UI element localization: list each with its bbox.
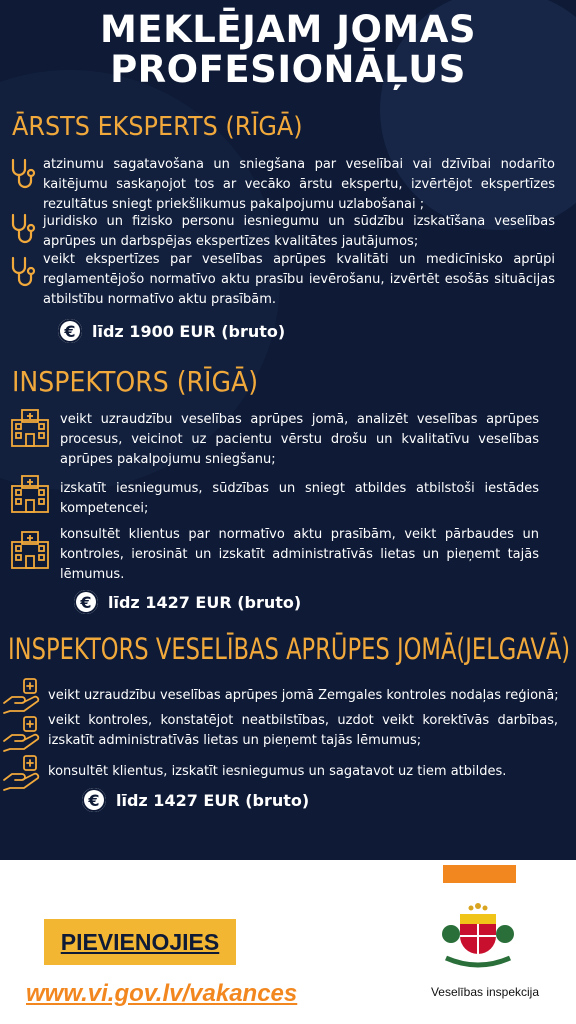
list-item: veikt uzraudzību veselības aprūpes jomā, analizēt veselības aprūpes procesus, veicinot uz pacientu vērstu drošu un kvalitatīvu veselības aprūpes pakalpojumu sniegšanu; xyxy=(60,412,539,467)
list-item: konsultēt klientus, izskatīt iesniegumus un sagatavot uz tiem atbildes. xyxy=(48,764,507,779)
list-item: veikt ekspertīzes par veselības aprūpes kvalitāti un medicīnisko aprūpi reglamentējošo normatīvo aktu prasību ievērošanu, izvērtēt esošās situācijas atbilstību normatīvo aktu prasībām. xyxy=(43,252,555,307)
title-line-2: PROFESIONĀĻUS xyxy=(110,48,466,91)
list-item: atzinumu sagatavošana un sniegšana par veselībai vai dzīvībai nodarīto kaitējumu saskaņojot tos ar vecāko ārstu ekspertu, izvērtējot ekspertīzes rezultātus sniegt priekšlikumus pakalpojumu uzlabošanai ; xyxy=(43,157,555,212)
list-item: veikt uzraudzību veselības aprūpes jomā Zemgales kontroles nodaļas reģionā; xyxy=(48,688,559,703)
list-item: juridisko un fizisko personu iesniegumu un sūdzību izskatīšana veselības aprūpes un darbspējas ekspertīzes kvalitātes jautājumos; xyxy=(43,214,555,249)
list-item: izskatīt iesniegumus, sūdzības un sniegt atbildes atbilstoši iestādes kompetencei; xyxy=(60,481,539,516)
hand-care-icon xyxy=(2,675,46,715)
euro-icon: € xyxy=(58,319,82,343)
hospital-icon xyxy=(9,528,51,570)
stethoscope-icon xyxy=(8,256,38,290)
vacancies-link[interactable]: www.vi.gov.lv/vakances xyxy=(26,980,298,1007)
hand-care-icon xyxy=(2,713,46,753)
euro-icon: € xyxy=(74,590,98,614)
join-button[interactable]: PIEVIENOJIES xyxy=(44,919,236,965)
stethoscope-icon xyxy=(8,213,38,247)
accent-bar xyxy=(443,865,516,883)
coat-of-arms-logo xyxy=(438,896,518,976)
salary-line xyxy=(82,788,309,812)
salary-text: līdz 1427 EUR (bruto) xyxy=(116,790,310,810)
list-item: konsultēt klientus par normatīvo aktu prasībām, veikt pārbaudes un kontroles, ierosināt un izskatīt administratīvās lietas un pieņemt tajās lēmumus. xyxy=(60,527,539,582)
salary-line xyxy=(74,590,301,614)
section-heading-arsts: ĀRSTS EKSPERTS (RĪGĀ) xyxy=(12,112,303,142)
salary-text: līdz 1900 EUR (bruto) xyxy=(92,321,286,341)
salary-text: līdz 1427 EUR (bruto) xyxy=(108,592,302,612)
section-heading-inspektors-riga: INSPEKTORS (RĪGĀ) xyxy=(12,365,259,398)
stethoscope-icon xyxy=(8,158,38,192)
section-heading-inspektors-jelgava: INSPEKTORS VESELĪBAS APRŪPES JOMĀ(JELGAVĀ) xyxy=(8,632,571,666)
hand-care-icon xyxy=(2,752,46,792)
title-line-1: MEKLĒJAM JOMAS xyxy=(99,8,477,51)
hospital-icon xyxy=(9,472,51,514)
euro-icon: € xyxy=(82,788,106,812)
salary-line xyxy=(58,319,285,343)
page-title xyxy=(0,10,576,90)
organization-name: Veselības inspekcija xyxy=(430,985,540,999)
list-item: veikt kontroles, konstatējot neatbilstības, uzdot veikt korektīvās darbības, izskatīt administratīvās lietas un pieņemt tajās lēmumus; xyxy=(48,713,558,748)
hospital-icon xyxy=(9,406,51,448)
